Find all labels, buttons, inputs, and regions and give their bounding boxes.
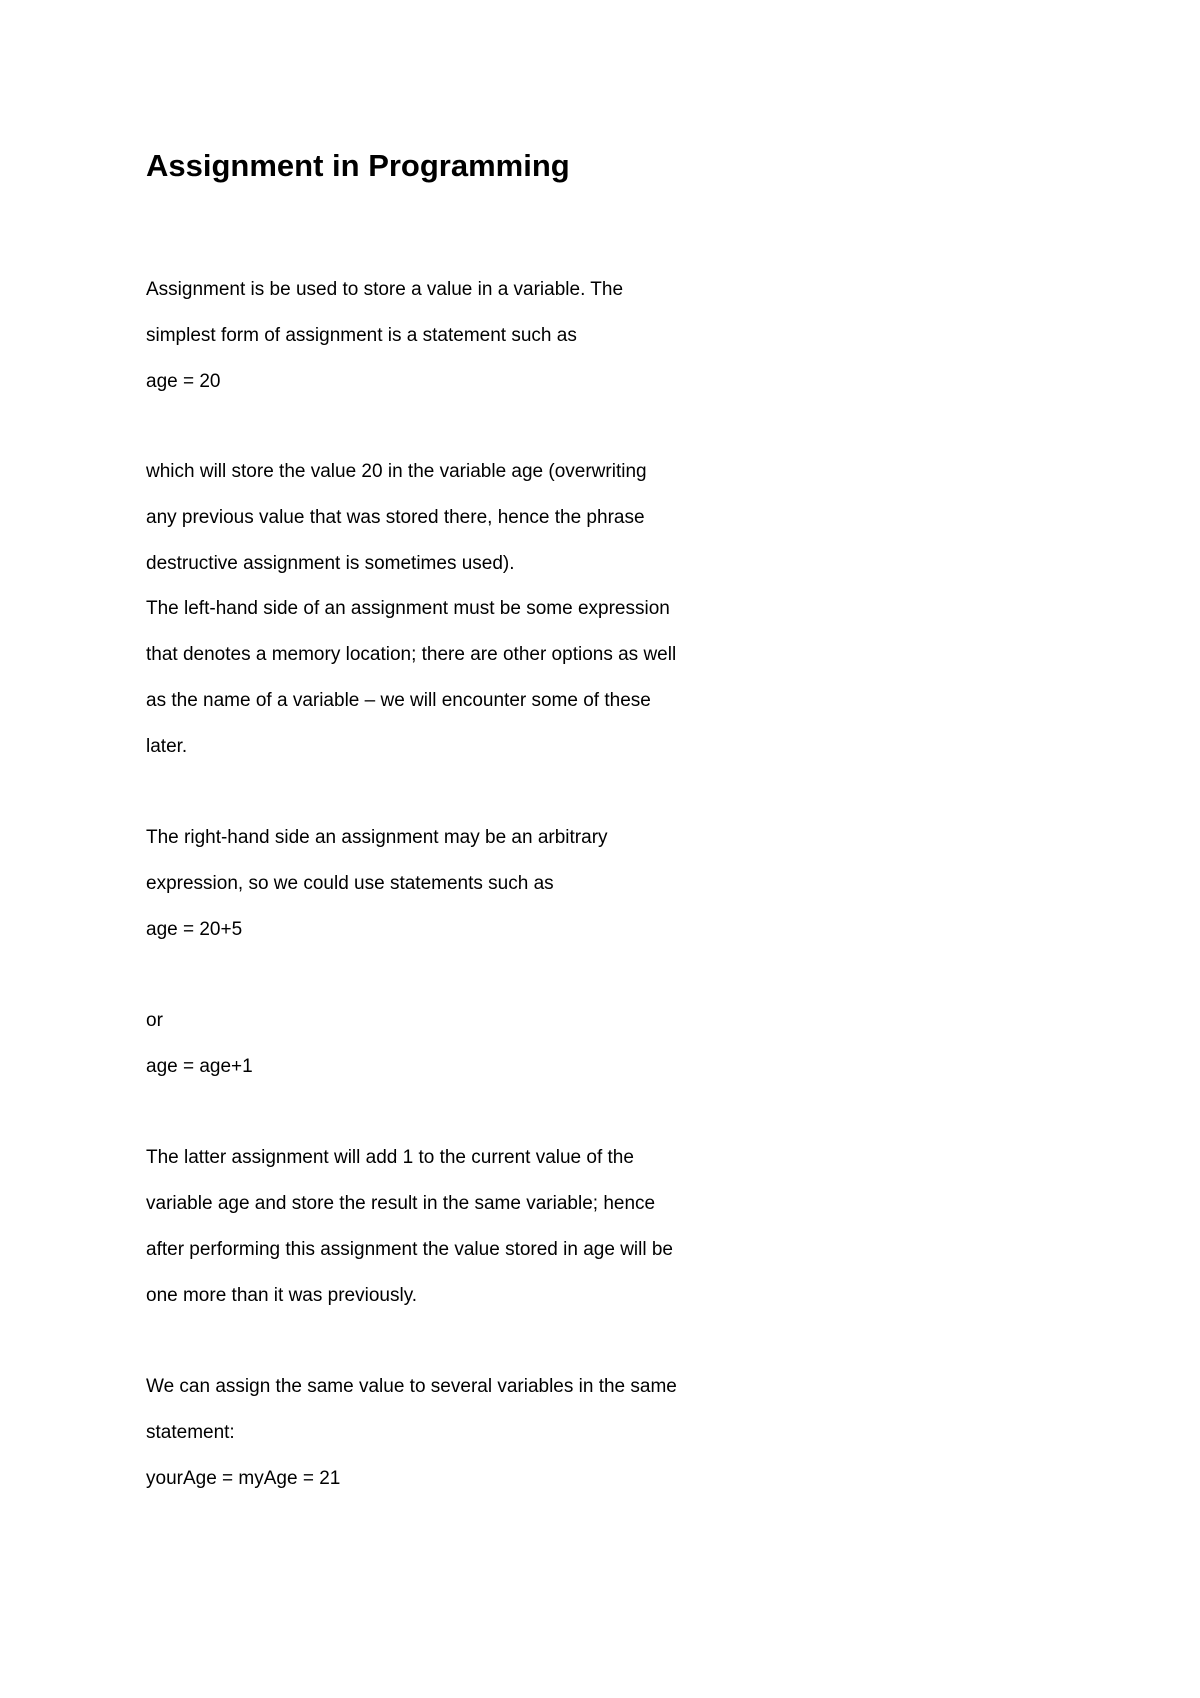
text-line: one more than it was previously. — [146, 1285, 418, 1306]
text-line: Assignment is be used to store a value in a variable. The — [146, 279, 624, 300]
text-line: as the name of a variable – we will encounter some of these — [146, 690, 651, 711]
text-line: The left-hand side of an assignment must be some expression — [146, 598, 670, 619]
text-line: expression, so we could use statements such as — [146, 873, 554, 894]
code-line: yourAge = myAge = 21 — [146, 1468, 341, 1489]
text-line: The right-hand side an assignment may be an arbitrary — [146, 827, 608, 848]
text-line: variable age and store the result in the same variable; hence — [146, 1193, 656, 1214]
text-line: any previous value that was stored there, hence the phrase — [146, 507, 645, 528]
text-line: simplest form of assignment is a statement such as — [146, 325, 577, 346]
text-line: or — [146, 1010, 163, 1031]
text-line: after performing this assignment the value stored in age will be — [146, 1239, 673, 1260]
text-line: statement: — [146, 1422, 235, 1443]
code-line: age = 20 — [146, 371, 221, 392]
document-title: Assignment in Programming — [146, 148, 570, 183]
text-line: which will store the value 20 in the variable age (overwriting — [146, 461, 647, 482]
text-line: destructive assignment is sometimes used). — [146, 553, 515, 574]
text-line: later. — [146, 736, 188, 757]
text-line: We can assign the same value to several variables in the same — [146, 1376, 677, 1397]
code-line: age = age+1 — [146, 1056, 253, 1077]
text-line: The latter assignment will add 1 to the current value of the — [146, 1147, 634, 1168]
text-line: that denotes a memory location; there are other options as well — [146, 644, 677, 665]
code-line: age = 20+5 — [146, 919, 243, 940]
